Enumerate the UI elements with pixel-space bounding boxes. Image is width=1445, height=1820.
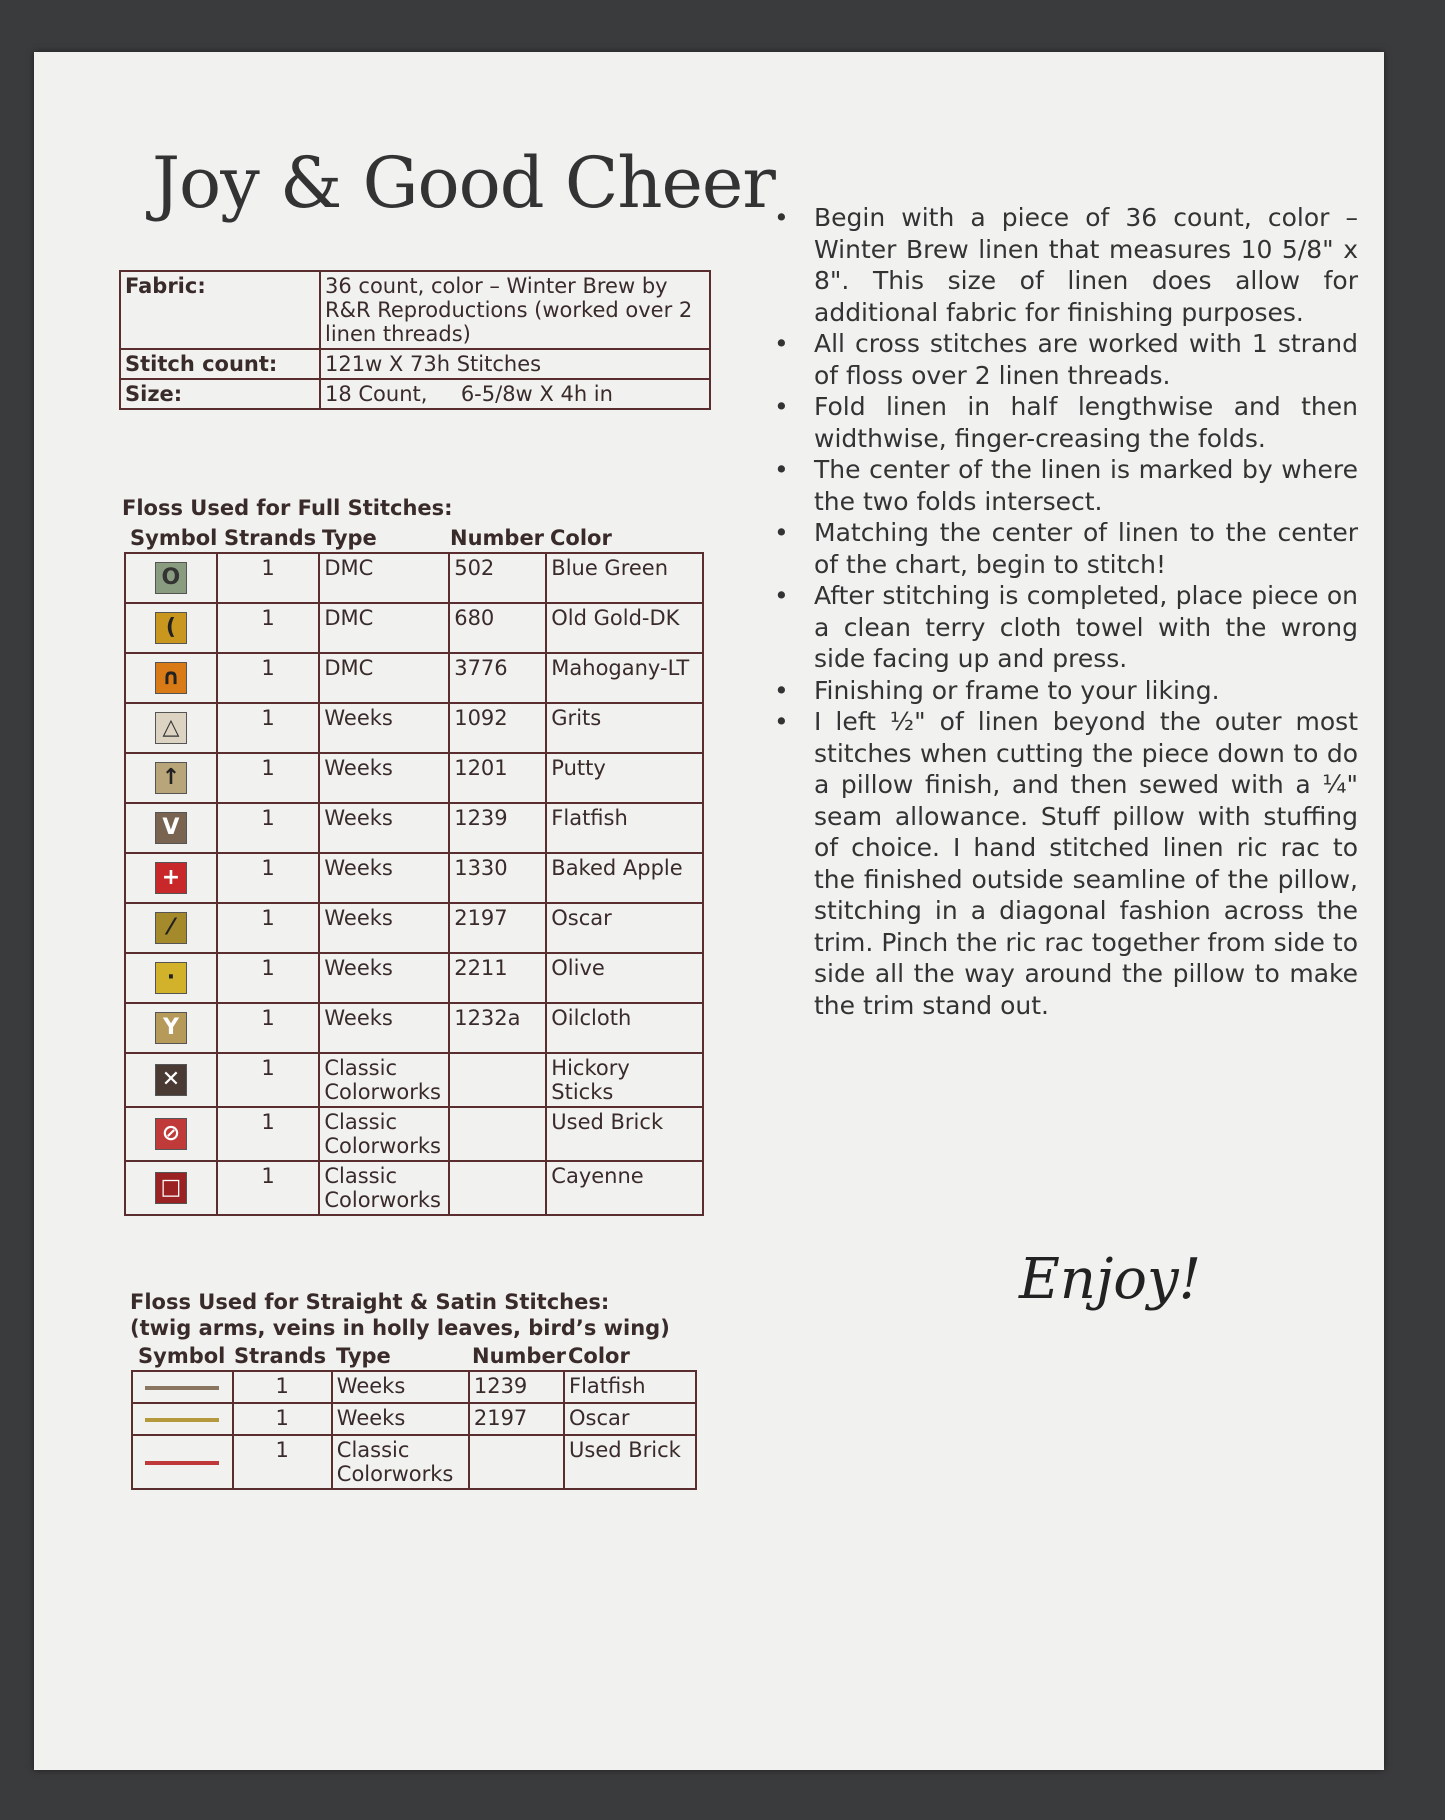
instruction-item: • Fold linen in half lengthwise and then widthwise, finger-creasing the folds. [814,391,1358,454]
full-stitches-heading: Floss Used for Full Stitches: [122,496,453,520]
size-value: 18 Count, 6-5/8w X 4h in [320,379,710,409]
floss-symbol-icon: ⁄ [155,912,187,944]
symbol-cell [125,603,217,653]
floss-symbol-icon: △ [155,712,187,744]
signature: Enjoy! [1019,1247,1202,1312]
column-header: Symbol [138,1344,226,1368]
type-cell: Weeks [319,703,449,753]
strands-cell: 1 [217,603,320,653]
color-cell: Oscar [564,1403,696,1435]
column-header: Color [550,526,612,550]
table-row [125,1107,703,1161]
type-cell: Weeks [319,953,449,1003]
color-cell: Mahogany-LT [546,653,703,703]
strands-cell: 1 [217,1107,320,1161]
size-label: Size: [120,379,320,409]
floss-symbol-icon: V [155,812,187,844]
symbol-cell [132,1435,233,1489]
instructions-list [786,202,1358,1021]
floss-symbol-icon: · [155,962,187,994]
type-cell: DMC [319,603,449,653]
instruction-item: • The center of the linen is marked by where the two folds intersect. [814,454,1358,517]
column-header: Color [568,1344,630,1368]
type-cell: DMC [319,653,449,703]
strands-cell: 1 [217,1161,320,1215]
symbol-cell [125,853,217,903]
number-cell: 1232a [449,1003,546,1053]
fabric-label: Fabric: [120,271,320,349]
table-row [125,553,703,603]
table-row [132,1371,696,1403]
column-header: Number [472,1344,567,1368]
type-cell: Weeks [319,903,449,953]
pattern-page [34,52,1384,1770]
table-row [125,1053,703,1107]
number-cell: 2197 [449,903,546,953]
table-row [125,753,703,803]
strands-cell: 1 [217,653,320,703]
color-cell: Olive [546,953,703,1003]
symbol-cell [125,803,217,853]
symbol-cell [125,903,217,953]
straight-stitches-subheading: (twig arms, veins in holly leaves, bird’s wing) [130,1316,670,1340]
number-cell [449,1053,546,1107]
type-cell: Classic Colorworks [319,1053,449,1107]
column-header: Strands [224,526,317,550]
symbol-cell [125,1107,217,1161]
symbol-cell [125,953,217,1003]
symbol-cell [125,653,217,703]
number-cell: 680 [449,603,546,653]
strands-cell: 1 [217,903,320,953]
table-row [120,379,710,409]
number-cell: 1330 [449,853,546,903]
type-cell: Classic Colorworks [319,1107,449,1161]
number-cell: 3776 [449,653,546,703]
number-cell: 2211 [449,953,546,1003]
color-cell: Hickory Sticks [546,1053,703,1107]
symbol-cell [125,753,217,803]
strands-cell: 1 [233,1403,332,1435]
strands-cell: 1 [217,553,320,603]
table-row [132,1403,696,1435]
floss-symbol-icon: ✕ [155,1064,187,1096]
stitch-line-icon [145,1386,219,1390]
color-cell: Used Brick [546,1107,703,1161]
table-row [125,1003,703,1053]
color-cell: Grits [546,703,703,753]
floss-symbol-icon: □ [155,1172,187,1204]
strands-cell: 1 [217,1053,320,1107]
fabric-value: 36 count, color – Winter Brew by R&R Reproductions (worked over 2 linen threads) [320,271,710,349]
type-cell: DMC [319,553,449,603]
strands-cell: 1 [233,1371,332,1403]
straight-stitches-table [131,1370,697,1490]
color-cell: Oilcloth [546,1003,703,1053]
table-row [120,349,710,379]
strands-cell: 1 [217,853,320,903]
instruction-item: • Finishing or frame to your liking. [814,675,1358,707]
floss-symbol-icon: ⊘ [155,1118,187,1150]
number-cell: 1201 [449,753,546,803]
number-cell [449,1161,546,1215]
number-cell: 2197 [469,1403,564,1435]
full-stitches-table [124,552,704,1216]
fabric-info-table [119,270,711,410]
strands-cell: 1 [217,1003,320,1053]
stitch-line-icon [145,1418,219,1422]
number-cell [469,1435,564,1489]
strands-cell: 1 [217,753,320,803]
table-row [125,603,703,653]
symbol-cell [125,553,217,603]
table-row [125,903,703,953]
color-cell: Cayenne [546,1161,703,1215]
column-header: Number [450,526,545,550]
type-cell: Weeks [319,853,449,903]
color-cell: Oscar [546,903,703,953]
type-cell: Weeks [332,1371,469,1403]
straight-stitches-heading: Floss Used for Straight & Satin Stitches: [130,1290,610,1314]
color-cell: Blue Green [546,553,703,603]
color-cell: Flatfish [564,1371,696,1403]
column-header: Type [322,526,377,550]
floss-symbol-icon: + [155,862,187,894]
floss-symbol-icon: O [155,562,187,594]
color-cell: Putty [546,753,703,803]
pattern-title: Joy & Good Cheer [152,142,775,224]
color-cell: Baked Apple [546,853,703,903]
symbol-cell [125,1053,217,1107]
floss-symbol-icon: ↑ [155,762,187,794]
table-row [125,803,703,853]
symbol-cell [132,1371,233,1403]
strands-cell: 1 [217,703,320,753]
floss-symbol-icon: Y [155,1012,187,1044]
instruction-item: • All cross stitches are worked with 1 strand of floss over 2 linen threads. [814,328,1358,391]
type-cell: Weeks [319,1003,449,1053]
number-cell: 502 [449,553,546,603]
type-cell: Weeks [319,803,449,853]
column-header: Symbol [130,526,218,550]
table-row [125,853,703,903]
table-row [125,1161,703,1215]
symbol-cell [125,1003,217,1053]
number-cell: 1239 [469,1371,564,1403]
instruction-item: • Matching the center of linen to the center of the chart, begin to stitch! [814,517,1358,580]
number-cell: 1092 [449,703,546,753]
type-cell: Classic Colorworks [319,1161,449,1215]
strands-cell: 1 [217,803,320,853]
strands-cell: 1 [217,953,320,1003]
table-row [125,653,703,703]
color-cell: Flatfish [546,803,703,853]
number-cell: 1239 [449,803,546,853]
type-cell: Weeks [332,1403,469,1435]
stitch-count-label: Stitch count: [120,349,320,379]
type-cell: Classic Colorworks [332,1435,469,1489]
instruction-item: • I left ½" of linen beyond the outer most stitches when cutting the piece down to do a pillow finish, and then sewed with a ¼" seam allowance. Stuff pillow with stuffing of choice. I hand stitched linen ric rac to the finished outside seamline of the pillow, stitching in a diagonal fashion across the trim. Pinch the ric rac together from side to side all the way around the pillow to make the trim stand out. [814,706,1358,1021]
instruction-item: • After stitching is completed, place piece on a clean terry cloth towel with the wrong side facing up and press. [814,580,1358,675]
color-cell: Old Gold-DK [546,603,703,653]
stitch-line-icon [145,1461,219,1465]
table-row [132,1435,696,1489]
color-cell: Used Brick [564,1435,696,1489]
instruction-item: • Begin with a piece of 36 count, color – Winter Brew linen that measures 10 5/8" x 8". This size of linen does allow for additional fabric for finishing purposes. [814,202,1358,328]
strands-cell: 1 [233,1435,332,1489]
table-row [125,953,703,1003]
column-header: Type [336,1344,391,1368]
floss-symbol-icon: ∩ [155,662,187,694]
table-row [120,271,710,349]
symbol-cell [132,1403,233,1435]
table-row [125,703,703,753]
type-cell: Weeks [319,753,449,803]
symbol-cell [125,1161,217,1215]
number-cell [449,1107,546,1161]
stitch-count-value: 121w X 73h Stitches [320,349,710,379]
symbol-cell [125,703,217,753]
column-header: Strands [234,1344,327,1368]
floss-symbol-icon: ( [155,612,187,644]
